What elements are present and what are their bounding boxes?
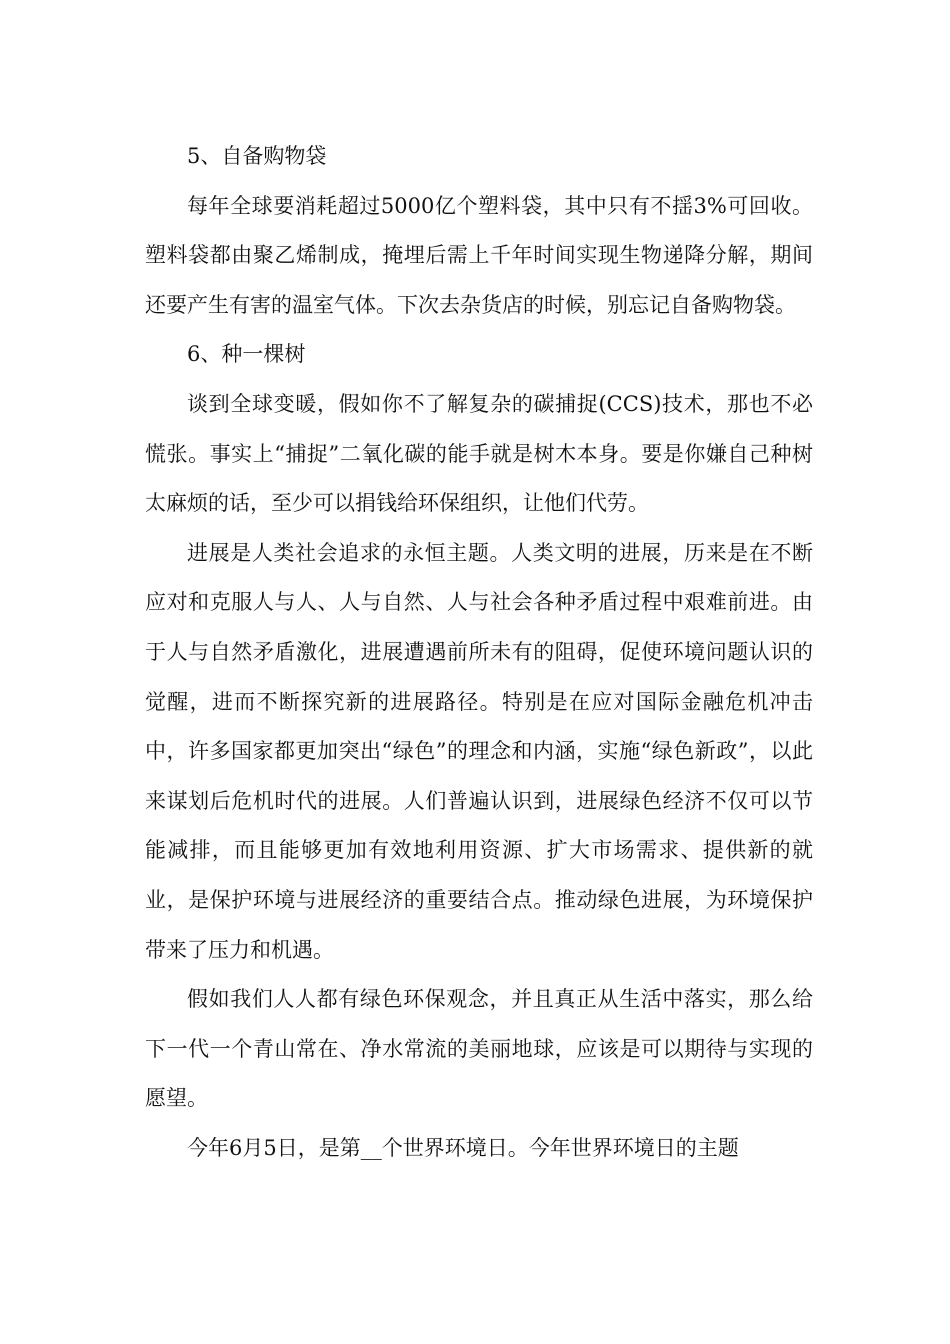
paragraph-development: 进展是人类社会追求的永恒主题。人类文明的进展，历来是在不断应对和克服人与人、人与自然、人与社会各种矛盾过程中艰难前进。由于人与自然矛盾激化，进展遭遇前所未有的阻碍，促使环境问题认识的觉醒，进而不断探究新的进展路径。特别是在应对国际金融危机冲击中，许多国家都更加突出“绿色”的理念和内涵，实施“绿色新政”，以此来谋划后危机时代的进展。人们普遍认识到，进展绿色经济不仅可以节能减排，而且能够更加有效地利用资源、扩大市场需求、提供新的就业，是保护环境与进展经济的重要结合点。推动绿色进展，为环境保护带来了压力和机遇。 [145,540,813,962]
section-heading-6: 6、种一棵树 [187,342,306,367]
paragraph-environment-day: 今年6月5日，是第__个世界环境日。今年世界环境日的主题 [187,1135,739,1160]
document-body [145,132,813,1173]
paragraph-shopping-bag: 每年全球要消耗超过5000亿个塑料袋，其中只有不揺3%可回收。塑料袋都由聚乙烯制成，掩埋后需上千年时间实现生物递降分解，期间还要产生有害的温室气体。下次去杂货店的时候，别忘记自备购物袋。 [145,193,813,317]
section-heading-5: 5、自备购物袋 [187,144,327,168]
paragraph-green-awareness: 假如我们人人都有绿色环保观念，并且真正从生活中落实，那么给下一代一个青山常在、净水常流的美丽地球，应该是可以期待与实现的愿望。 [145,987,813,1111]
paragraph-plant-tree: 谈到全球变暖，假如你不了解复杂的碳捕捉(CCS)技术，那也不必慌张。事实上“捕捉”二氧化碳的能手就是树木本身。要是你嫌自己种树太麻烦的话，至少可以捐钱给环保组织，让他们代劳。 [145,391,813,516]
